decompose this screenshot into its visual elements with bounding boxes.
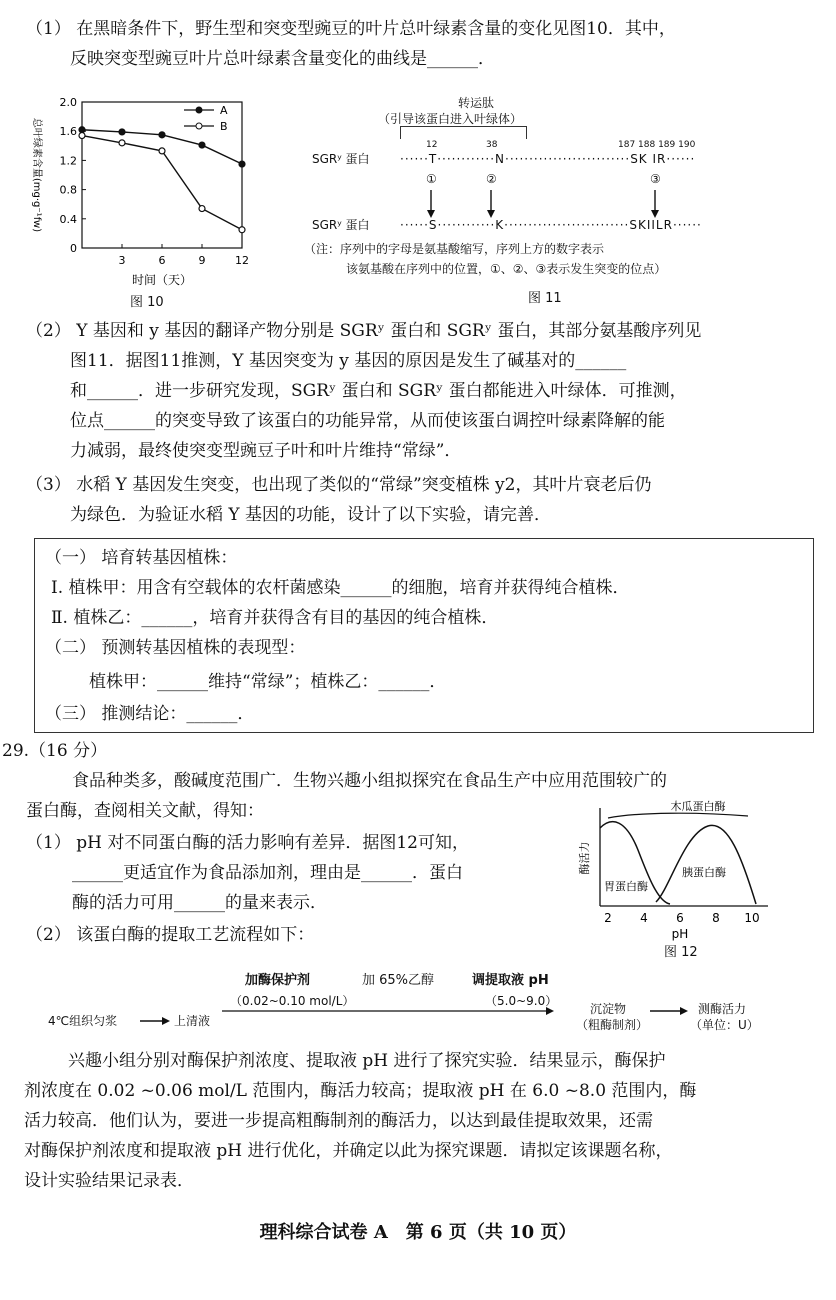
flow-end1: 沉淀物 (590, 1002, 627, 1016)
fig10-ytick-label: 0.4 (59, 212, 77, 226)
fig10-point-A (199, 142, 205, 148)
fig12-papain-label: 木瓜蛋白酶 (670, 800, 726, 813)
q29-p1c: 酶的活力可用______的量来表示． (72, 893, 327, 913)
figure-10-caption: 图 10 (130, 295, 164, 310)
experiment-box (34, 538, 814, 733)
box-line1: （一） 培育转基因植株： (45, 548, 238, 568)
fig10-xlabel: 时间（天） (131, 273, 193, 287)
flow-arrows (40, 970, 830, 1030)
fig11-pos2: 38 (486, 140, 498, 150)
fig10-ytick-label: 1.2 (59, 154, 77, 168)
box-line6: （三） 推测结论：______． (45, 704, 255, 724)
para-line5: 设计实验结果记录表． (24, 1171, 194, 1191)
q29-intro1: 食品种类多，酸碱度范围广．生物兴趣小组拟探究在食品生产中应用范围较广的 (72, 771, 667, 791)
q2-line3: 和______．进一步研究发现，SGRʸ 蛋白和 SGRʸ 蛋白都能进入叶绿体．可推测， (70, 381, 687, 401)
fig12-pepsin-label: 胃蛋白酶 (604, 880, 648, 893)
fig11-row2-seq: ······S············K··························SKIILR······ (400, 218, 702, 232)
fig10-point-A (159, 132, 165, 138)
figure-10-chart (20, 90, 270, 315)
fig12-tick: 4 (640, 911, 648, 925)
fig11-r2c: SKIILR (629, 218, 673, 232)
box-line3: Ⅱ. 植株乙：______，培育并获得含有目的基因的纯合植株． (51, 608, 499, 628)
flow-step-a: 加酶保护剂 (245, 973, 311, 988)
fig10-ytick-label: 2.0 (59, 96, 77, 109)
q29-heading: 29.（16 分） (2, 741, 108, 761)
fig10-xtick-label: 9 (198, 254, 206, 267)
fig10-ytick-label: 1.6 (59, 125, 77, 139)
fig11-site2: ② (486, 172, 497, 186)
fig10-xtick-label: 12 (235, 254, 249, 267)
fig12-trypsin-curve (656, 825, 756, 904)
fig11-row1-seq: ······T············N··························SK IR······ (400, 152, 696, 166)
q3-line2: 为绿色．为验证水稻 Y 基因的功能，设计了以下实验，请完善． (70, 505, 552, 525)
flow-step-a-detail: （0.02~0.10 mol/L） (230, 994, 355, 1008)
fig12-ylabel: 酶活力 (578, 841, 591, 875)
fig10-point-B (199, 206, 205, 212)
fig12-tick: 10 (744, 911, 760, 925)
fig11-title2: （引导该蛋白进入叶绿体） (378, 112, 523, 126)
fig11-note1: （注：序列中的字母是氨基酸缩写，序列上方的数字表示 (304, 242, 605, 256)
fig10-ytick-label: 0 (70, 242, 77, 255)
flow-step-c: 调提取液 pH (472, 973, 549, 988)
fig10-point-A (239, 161, 245, 167)
figure-12-chart (578, 798, 778, 948)
fig11-arrows (300, 166, 820, 226)
q29-p1a: （1） pH 对不同蛋白酶的活力影响有差异．据图12可知， (26, 833, 469, 853)
flow-mid: 上清液 (174, 1014, 211, 1028)
fig10-point-B (119, 140, 125, 146)
flow-step-b: 加 65%乙醇 (362, 973, 435, 988)
fig10-point-A (119, 129, 125, 135)
fig11-site1: ① (426, 172, 437, 186)
fig10-point-B (159, 148, 165, 154)
q3-line1: （3） 水稻 Y 基因发生突变，也出现了类似的“常绿”突变植株 y2，其叶片衰老后仍 (26, 475, 652, 495)
fig10-legend-label: B (220, 120, 228, 133)
q1-line2: 反映突变型豌豆叶片总叶绿素含量变化的曲线是______． (70, 49, 495, 69)
fig12-xticks (604, 911, 759, 925)
fig12-xlabel: pH (671, 927, 689, 941)
para-line4: 对酶保护剂浓度和提取液 pH 进行优化，并确定以此为探究课题．请拟定该课题名称， (24, 1141, 673, 1161)
q2-line4: 位点______的突变导致了该蛋白的功能异常，从而使该蛋白调控叶绿素降解的能 (70, 411, 665, 431)
fig11-pos3: 187 188 189 190 (618, 140, 696, 150)
fig10-ylabel: 总叶绿素含量(mg·g⁻¹fw) (31, 117, 42, 233)
fig11-site3: ③ (650, 172, 661, 186)
fig12-papain-curve (608, 813, 748, 818)
fig10-point-B (79, 133, 85, 139)
fig10-legend-label: A (220, 104, 228, 117)
box-line4: （二） 预测转基因植株的表现型： (45, 638, 306, 658)
fig10-point-A (79, 127, 85, 133)
fig11-r1b: N (495, 152, 505, 166)
fig11-r2b: K (495, 218, 505, 232)
figure-11 (300, 96, 820, 311)
fig11-row1-label: SGRʸ 蛋白 (312, 152, 370, 166)
flow-step-c-detail: （5.0~9.0） (485, 994, 558, 1008)
page-footer: 理科综合试卷 A 第 6 页（共 10 页） (259, 1222, 577, 1243)
process-flow (40, 970, 830, 1030)
q2-line5: 力减弱，最终使突变型豌豆子叶和叶片维持“常绿”． (70, 441, 462, 461)
flow-end1-detail: （粗酶制剂） (576, 1018, 649, 1032)
para-line2: 剂浓度在 0.02 ~0.06 mol/L 范围内，酶活力较高；提取液 pH 在 6.0 ~8.0 范围内，酶 (24, 1081, 697, 1101)
flow-end2-detail: （单位：U） (690, 1018, 759, 1032)
fig11-pos1: 12 (426, 140, 438, 150)
fig10-ytick-label: 0.8 (59, 183, 77, 197)
fig11-bracket (400, 126, 527, 139)
flow-end2: 测酶活力 (698, 1002, 747, 1016)
fig11-r1c: SK IR (630, 152, 667, 166)
q29-intro2: 蛋白酶，查阅相关文献，得知： (26, 801, 264, 821)
q29-p2: （2） 该蛋白酶的提取工艺流程如下： (26, 925, 315, 945)
fig12-tick: 2 (604, 911, 612, 925)
para-line3: 活力较高．他们认为，要进一步提高粗酶制剂的酶活力，以达到最佳提取效果，还需 (24, 1111, 653, 1131)
fig11-r2a: S (428, 218, 438, 232)
fig12-tick: 6 (676, 911, 684, 925)
box-line2: Ⅰ. 植株甲：用含有空载体的农杆菌感染______的细胞，培育并获得纯合植株． (51, 578, 630, 598)
fig10-point-B (239, 227, 245, 233)
fig11-title1: 转运肽 (458, 96, 495, 110)
fig11-row2-label: SGRʸ 蛋白 (312, 218, 370, 232)
fig10-plot-frame (82, 102, 242, 248)
fig11-r1a: T (428, 152, 438, 166)
q1-line1: （1） 在黑暗条件下，野生型和突变型豌豆的叶片总叶绿素含量的变化见图10．其中， (26, 19, 676, 39)
fig10-xtick-label: 6 (158, 254, 166, 267)
q29-p1b: ______更适宜作为食品添加剂，理由是______．蛋白 (72, 863, 463, 883)
q2-line1: （2） Y 基因和 y 基因的翻译产物分别是 SGRʸ 蛋白和 SGRʸ 蛋白，其部分氨基酸序列见 (26, 321, 702, 341)
flow-start: 4℃组织匀浆 (48, 1014, 118, 1028)
para-line1: 兴趣小组分别对酶保护剂浓度、提取液 pH 进行了探究实验．结果显示，酶保护 (68, 1051, 666, 1071)
fig11-note2: 该氨基酸在序列中的位置，①、②、③表示发生突变的位点） (346, 262, 667, 276)
q2-line2: 图11．据图11推测，Y 基因突变为 y 基因的原因是发生了碱基对的______ (70, 351, 627, 371)
fig10-xtick-label: 3 (118, 254, 126, 267)
box-line5: 植株甲：______维持“常绿”；植株乙：______． (89, 672, 447, 692)
fig12-tick: 8 (712, 911, 720, 925)
figure-12-caption: 图 12 (664, 945, 698, 960)
fig12-trypsin-label: 胰蛋白酶 (682, 866, 726, 879)
fig10-legend-marker (196, 107, 202, 113)
figure-11-caption: 图 11 (528, 291, 562, 306)
fig10-legend-marker (196, 123, 202, 129)
